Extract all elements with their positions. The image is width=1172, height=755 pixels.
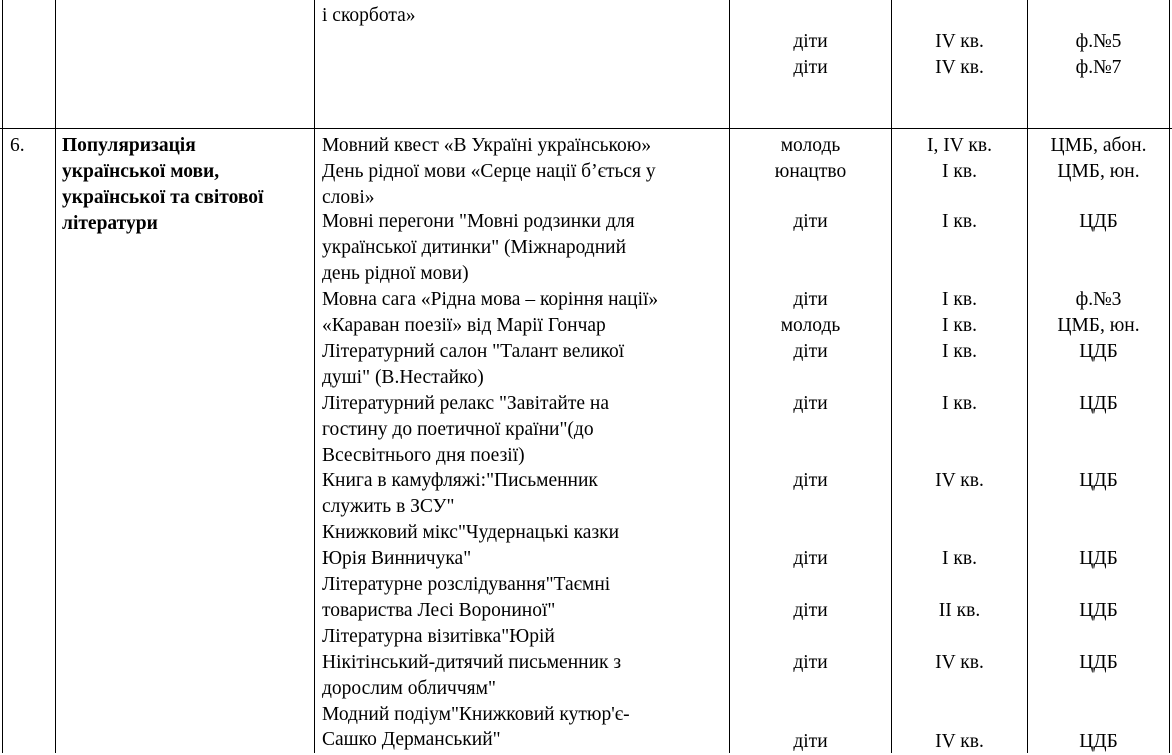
- quarter-cell-text: IV кв.: [935, 652, 984, 673]
- quarter-cell-text: I кв.: [942, 341, 977, 362]
- audience-cell-text: діти: [793, 548, 828, 569]
- place-cell-text: ф.№5: [1075, 31, 1122, 52]
- column-divider-audience: [891, 0, 892, 753]
- place-cell-text: ЦДБ: [1079, 548, 1118, 569]
- row-number: 6.: [10, 135, 25, 156]
- quarter-cell-text: IV кв.: [935, 470, 984, 491]
- place-cell-text: ЦДБ: [1079, 341, 1118, 362]
- section-title-line: української мови,: [62, 161, 220, 182]
- quarter-cell-text: I кв.: [942, 161, 977, 182]
- place-cell-text: ЦМБ, юн.: [1057, 315, 1140, 336]
- audience-cell-text: молодь: [780, 135, 841, 156]
- event-line: Літературна візитівка"Юрій: [322, 626, 555, 647]
- quarter-cell-text: I кв.: [942, 211, 977, 232]
- event-line: гостину до поетичної країни"(до: [322, 419, 594, 440]
- quarter-cell-text: IV кв.: [935, 731, 984, 752]
- audience-cell-text: діти: [793, 731, 828, 752]
- audience-cell-text: діти: [793, 211, 828, 232]
- column-divider-number: [55, 0, 56, 753]
- section-title-line: літератури: [62, 213, 158, 234]
- place-cell-text: ЦМБ, абон.: [1050, 135, 1147, 156]
- event-line: Модний подіум"Книжковий кутюр'є-: [322, 704, 630, 725]
- place-cell-text: ЦДБ: [1079, 393, 1118, 414]
- event-line: Мовні перегони "Мовні родзинки для: [322, 211, 635, 232]
- event-line: Мовний квест «В Україні українською»: [322, 135, 652, 156]
- event-line: душі" (В.Нестайко): [322, 367, 484, 388]
- place-cell-text: ф.№7: [1075, 57, 1122, 78]
- quarter-cell-text: I кв.: [942, 289, 977, 310]
- place-cell-text: ЦДБ: [1079, 731, 1118, 752]
- event-line: Юрія Винничука": [322, 548, 472, 569]
- quarter-cell-text: I кв.: [942, 393, 977, 414]
- event-line: слові»: [322, 187, 375, 208]
- quarter-cell-text: I кв.: [942, 315, 977, 336]
- place-cell-text: ЦДБ: [1079, 470, 1118, 491]
- quarter-cell-text: II кв.: [938, 600, 981, 621]
- audience-cell-text: діти: [793, 600, 828, 621]
- audience-cell-text: діти: [793, 470, 828, 491]
- column-divider-event: [729, 0, 730, 753]
- event-line: Сашко Дерманський": [322, 729, 501, 750]
- place-cell-text: ЦДБ: [1079, 652, 1118, 673]
- quarter-cell-text: I кв.: [942, 548, 977, 569]
- event-line: української дитинки" (Міжнародний: [322, 237, 627, 258]
- quarter-cell-text: IV кв.: [935, 57, 984, 78]
- event-line: «Караван поезії» від Марії Гончар: [322, 315, 606, 336]
- event-line: служить в ЗСУ": [322, 496, 455, 517]
- audience-cell-text: діти: [793, 57, 828, 78]
- table-border-right: [1169, 0, 1170, 753]
- place-cell-text: ЦДБ: [1079, 211, 1118, 232]
- event-line: Нікітінський-дитячий письменник з: [322, 652, 622, 673]
- audience-cell-text: діти: [793, 652, 828, 673]
- event-line: день рідної мови): [322, 263, 469, 284]
- section-title-line: української та світової: [62, 187, 264, 208]
- audience-cell-text: діти: [793, 341, 828, 362]
- audience-cell-text: діти: [793, 31, 828, 52]
- audience-cell-text: юнацтво: [774, 161, 847, 182]
- event-line: Літературний релакс "Завітайте на: [322, 393, 609, 414]
- event-line: Книга в камуфляжі:"Письменник: [322, 470, 598, 491]
- column-divider-section: [314, 0, 315, 753]
- section-title-line: Популяризація: [62, 135, 196, 156]
- column-divider-quarter: [1027, 0, 1028, 753]
- quarter-cell-text: I, IV кв.: [927, 135, 992, 156]
- row-separator: [0, 128, 1172, 129]
- audience-cell-text: молодь: [780, 315, 841, 336]
- event-line: Книжковий мікс"Чудернацькі казки: [322, 522, 620, 543]
- event-line: Всесвітнього дня поезії): [322, 445, 525, 466]
- event-line: Літературне розслідування"Таємні: [322, 574, 611, 595]
- event-line: дорослим обличчям": [322, 678, 496, 699]
- event-line: товариства Лесі Ворониної": [322, 600, 556, 621]
- event-line: Мовна сага «Рідна мова – коріння нації»: [322, 289, 659, 310]
- event-cell-text: і скорбота»: [322, 5, 416, 26]
- quarter-cell-text: IV кв.: [935, 31, 984, 52]
- place-cell-text: ф.№3: [1075, 289, 1122, 310]
- place-cell-text: ЦДБ: [1079, 600, 1118, 621]
- audience-cell-text: діти: [793, 289, 828, 310]
- event-line: Літературний салон "Талант великої: [322, 341, 625, 362]
- event-line: День рідної мови «Серце нації б’ється у: [322, 161, 656, 182]
- audience-cell-text: діти: [793, 393, 828, 414]
- table-border-left: [2, 0, 3, 753]
- place-cell-text: ЦМБ, юн.: [1057, 161, 1140, 182]
